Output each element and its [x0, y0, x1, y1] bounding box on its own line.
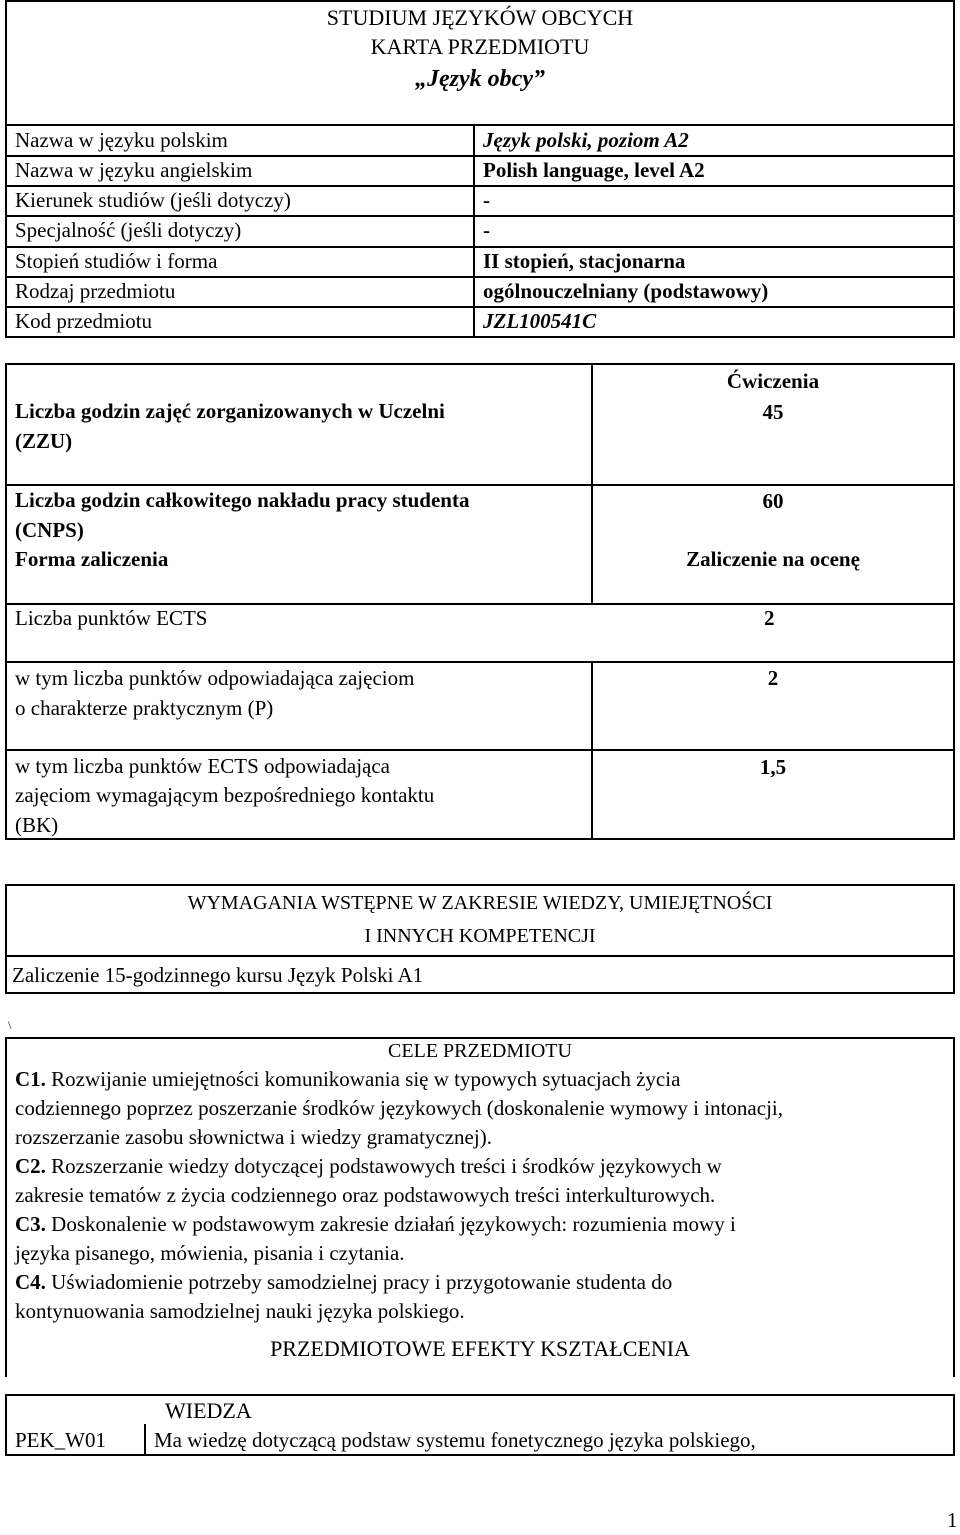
hours-row-divider — [5, 661, 955, 663]
bk-label-line2: zajęciom wymagającym bezpośredniego kontaktu — [15, 783, 435, 807]
zzu-label-line1: Liczba godzin zajęć zorganizowanych w Uczelni — [15, 399, 445, 423]
goal-c2-line1 — [15, 1154, 722, 1179]
forma-label: Forma zaliczenia — [15, 547, 169, 571]
info-label-stopien: Stopień studiów i forma — [15, 249, 218, 273]
info-label-name-en: Nazwa w języku angielskim — [15, 158, 253, 182]
info-value-kierunek: - — [483, 188, 490, 212]
outcomes-title: PRZEDMIOTOWE EFEKTY KSZTAŁCENIA — [270, 1336, 690, 1361]
info-value-name-en: Polish language, level A2 — [483, 158, 705, 182]
outcome-text: Ma wiedzę dotyczącą podstaw systemu fonetycznego języka polskiego, — [154, 1428, 756, 1452]
hours-row-divider — [5, 603, 955, 605]
info-value-specjalnosc: - — [483, 218, 490, 242]
prereq-title-line1: WYMAGANIA WSTĘPNE W ZAKRESIE WIEDZY, UMIEJĘTNOŚCI — [187, 892, 773, 914]
page-number: 1 — [947, 1508, 958, 1532]
hours-row-divider — [5, 484, 955, 486]
info-label-kod: Kod przedmiotu — [15, 309, 153, 333]
goal-c3-line2: języka pisanego, mówienia, pisania i czytania. — [15, 1241, 405, 1265]
info-row-divider — [5, 306, 955, 308]
p-value: 2 — [767, 666, 779, 690]
prereq-text: Zaliczenie 15-godzinnego kursu Język Polski A1 — [12, 963, 424, 987]
header-institution: STUDIUM JĘZYKÓW OBCYCH — [326, 5, 634, 30]
info-label-specjalnosc: Specjalność (jeśli dotyczy) — [15, 218, 242, 242]
p-label-line1: w tym liczba punktów odpowiadająca zajęciom — [15, 666, 415, 690]
zzu-label-line2: (ZZU) — [15, 429, 73, 453]
goal-c3-code: C3. — [15, 1212, 46, 1236]
goal-c1-line3: rozszerzanie zasobu słownictwa i wiedzy gramatycznej). — [15, 1125, 492, 1149]
goal-c1-line1 — [15, 1067, 680, 1092]
outcomes-section-label: WIEDZA — [165, 1398, 252, 1423]
goals-title: CELE PRZEDMIOTU — [388, 1040, 572, 1062]
header-card-title: KARTA PRZEDMIOTU — [370, 34, 590, 59]
outcome-code: PEK_W01 — [15, 1428, 106, 1452]
goal-c1-code: C1. — [15, 1067, 46, 1091]
goal-c3-line1 — [15, 1212, 736, 1237]
goal-c4-text: Uświadomienie potrzeby samodzielnej pracy i przygotowanie studenta do — [51, 1270, 673, 1294]
info-value-name-pl: Język polski, poziom A2 — [483, 128, 689, 152]
goal-c4-line1 — [15, 1270, 672, 1295]
info-value-rodzaj: ogólnouczelniany (podstawowy) — [483, 279, 769, 303]
cnps-label-line2: (CNPS) — [15, 518, 84, 542]
goal-c4-line2: kontynuowania samodzielnej nauki języka polskiego. — [15, 1299, 465, 1323]
ects-value: 2 — [764, 606, 775, 630]
info-row-divider — [5, 246, 955, 248]
goal-c2-text: Rozszerzanie wiedzy dotyczącej podstawowych treści i środków językowych w — [51, 1154, 722, 1178]
goal-c4-code: C4. — [15, 1270, 46, 1294]
goal-c1-line2: codziennego poprzez poszerzanie środków językowych (doskonalenie wymowy i intonacji, — [15, 1096, 783, 1120]
cnps-label-line1: Liczba godzin całkowitego nakładu pracy studenta — [15, 488, 470, 512]
forma-value: Zaliczenie na ocenę — [686, 547, 860, 571]
goal-c3-text: Doskonalenie w podstawowym zakresie działań językowych: rozumienia mowy i — [51, 1212, 736, 1236]
p-label-line2: o charakterze praktycznym (P) — [15, 696, 274, 720]
goal-c2-code: C2. — [15, 1154, 46, 1178]
bk-label-line1: w tym liczba punktów ECTS odpowiadająca — [15, 754, 390, 778]
cnps-value: 60 — [762, 489, 784, 513]
bk-value: 1,5 — [759, 755, 787, 779]
hours-row-divider — [5, 749, 955, 751]
zzu-value: 45 — [762, 400, 784, 424]
info-row-divider — [5, 155, 955, 157]
info-row-divider — [5, 185, 955, 187]
header-subject: „Język obcy” — [415, 66, 545, 92]
prereq-divider — [5, 955, 955, 957]
goal-c1-text: Rozwijanie umiejętności komunikowania się w typowych sytuacjach życia — [51, 1067, 681, 1091]
info-label-kierunek: Kierunek studiów (jeśli dotyczy) — [15, 188, 291, 212]
info-value-kod: JZL100541C — [483, 309, 597, 333]
info-value-stopien: II stopień, stacjonarna — [483, 249, 686, 273]
prereq-title-line2: I INNYCH KOMPETENCJI — [364, 925, 596, 947]
bk-label-line3: (BK) — [15, 813, 59, 837]
stray-mark: \ — [8, 1018, 12, 1032]
outcomes-col-divider — [144, 1424, 146, 1456]
info-table-top-border — [5, 124, 955, 126]
goal-c2-line2: zakresie tematów z życia codziennego oraz podstawowych treści interkulturowych. — [15, 1183, 716, 1207]
ects-label: Liczba punktów ECTS — [15, 606, 208, 630]
info-row-divider — [5, 215, 955, 217]
info-label-rodzaj: Rodzaj przedmiotu — [15, 279, 176, 303]
hours-col-header: Ćwiczenia — [726, 369, 820, 393]
info-row-divider — [5, 276, 955, 278]
info-label-name-pl: Nazwa w języku polskim — [15, 128, 228, 152]
